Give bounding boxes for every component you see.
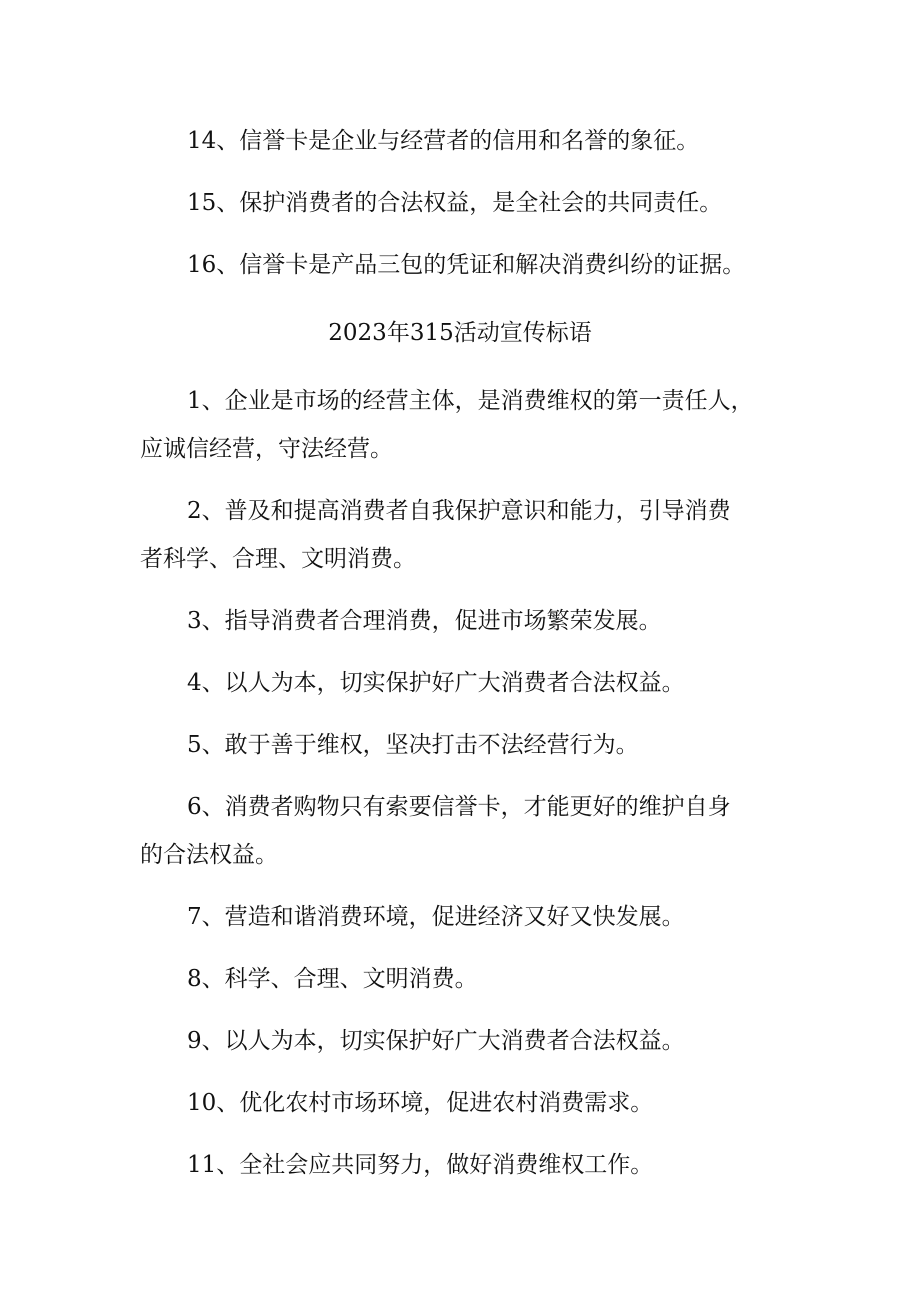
slogan-1-line-2: 应诚信经营，守法经营。 <box>140 436 393 462</box>
slogan-2-line-2: 者科学、合理、文明消费。 <box>140 546 416 572</box>
slogan-5: 5、敢于善于维权，坚决打击不法经营行为。 <box>187 732 639 758</box>
slogan-6-line-1: 6、消费者购物只有索要信誉卡，才能更好的维护自身 <box>187 794 731 820</box>
slogan-11: 11、全社会应共同努力，做好消费维权工作。 <box>187 1152 654 1178</box>
slogan-4: 4、以人为本，切实保护好广大消费者合法权益。 <box>187 670 685 696</box>
slogan-10: 10、优化农村市场环境，促进农村消费需求。 <box>187 1090 654 1116</box>
slogan-8: 8、科学、合理、文明消费。 <box>187 966 478 992</box>
slogan-2-line-1: 2、普及和提高消费者自我保护意识和能力，引导消费 <box>187 498 731 524</box>
slogan-14: 14、信誉卡是企业与经营者的信用和名誉的象征。 <box>187 128 700 154</box>
slogan-3: 3、指导消费者合理消费，促进市场繁荣发展。 <box>187 608 662 634</box>
slogan-16: 16、信誉卡是产品三包的凭证和解决消费纠纷的证据。 <box>187 252 746 278</box>
slogan-15: 15、保护消费者的合法权益，是全社会的共同责任。 <box>187 190 723 216</box>
slogan-1-line-1: 1、企业是市场的经营主体，是消费维权的第一责任人， <box>187 388 754 414</box>
slogan-6-line-2: 的合法权益。 <box>140 842 278 868</box>
slogan-7: 7、营造和谐消费环境，促进经济又好又快发展。 <box>187 904 685 930</box>
slogan-9: 9、以人为本，切实保护好广大消费者合法权益。 <box>187 1028 685 1054</box>
section-title: 2023年315活动宣传标语 <box>328 320 592 346</box>
